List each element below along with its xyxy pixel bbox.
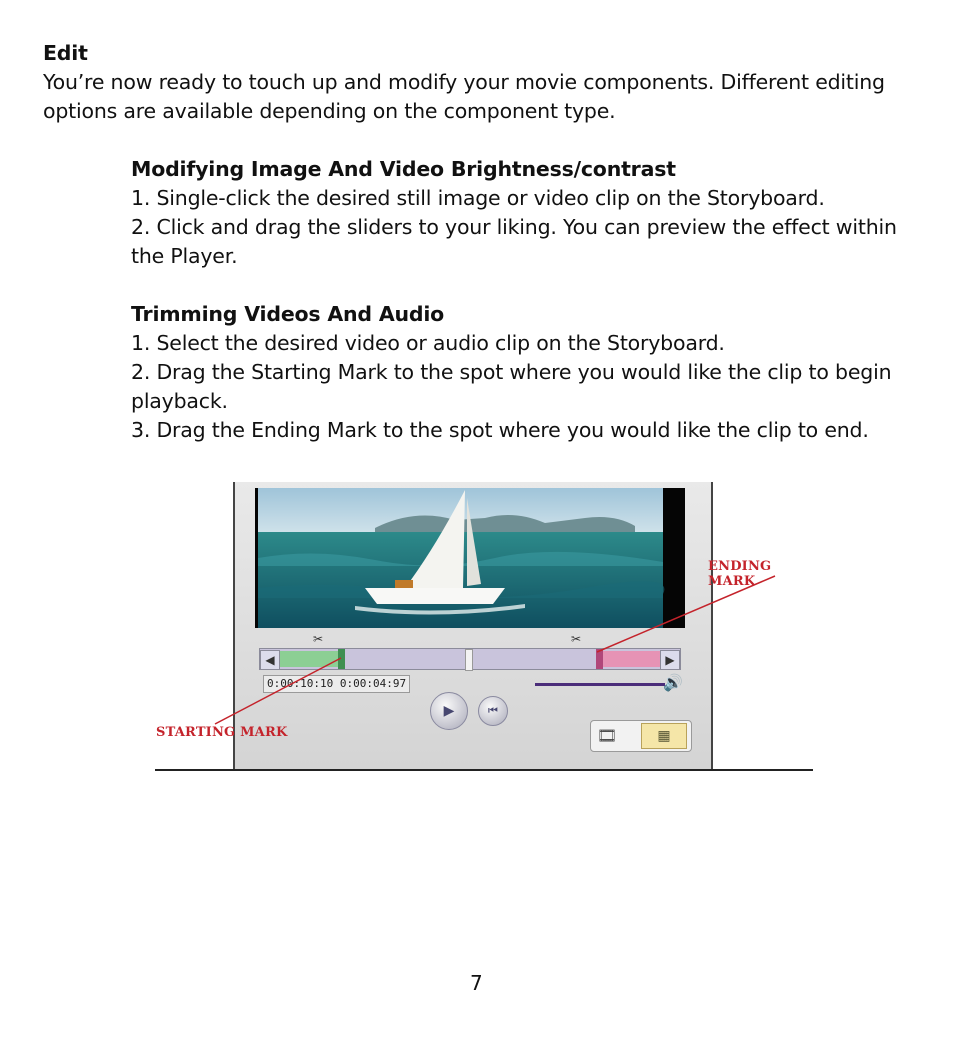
trimming-step-2-line-1: 2. Drag the Starting Mark to the spot where you would like the clip to begin (131, 360, 892, 384)
speaker-icon[interactable]: 🔊 (663, 673, 683, 692)
starting-mark-label: STARTING MARK (156, 725, 288, 740)
trimming-step-2-line-2: playback. (131, 389, 228, 413)
rewind-icon: ⏮ (488, 704, 498, 717)
brightness-step-2-line-1: 2. Click and drag the sliders to your liking. You can preview the effect within (131, 215, 897, 239)
time-start: 0:00:10:10 (267, 677, 334, 690)
brightness-step-2-line-2: the Player. (131, 244, 238, 268)
time-duration: 0:00:04:97 (339, 677, 407, 690)
intro-line-1: You’re now ready to touch up and modify your movie components. Different editing (43, 70, 885, 94)
trimming-heading: Trimming Videos And Audio (131, 302, 445, 326)
figure-baseline (155, 769, 813, 771)
brightness-step-1: 1. Single-click the desired still image or video clip on the Storyboard. (131, 186, 825, 210)
trimming-step-3: 3. Drag the Ending Mark to the spot where you would like the clip to end. (131, 418, 869, 442)
player-figure (155, 482, 815, 774)
trim-right-arrow-icon[interactable]: ▶ (660, 650, 680, 670)
play-icon: ▶ (443, 703, 455, 719)
page-number: 7 (470, 971, 483, 995)
brightness-heading: Modifying Image And Video Brightness/contrast (131, 157, 676, 181)
trimming-step-1: 1. Select the desired video or audio clip on the Storyboard. (131, 331, 725, 355)
intro-line-2: options are available depending on the component type. (43, 99, 616, 123)
film-icon[interactable]: 🎞 (597, 726, 618, 745)
end-scissors-icon: ✂ (571, 632, 582, 646)
start-scissors-icon: ✂ (313, 632, 324, 646)
section-heading: Edit (43, 41, 88, 65)
ending-mark-label: ENDING MARK (708, 559, 772, 589)
storyboard-icon[interactable]: ▦ (641, 723, 687, 749)
trim-left-arrow-icon[interactable]: ◀ (260, 650, 280, 670)
